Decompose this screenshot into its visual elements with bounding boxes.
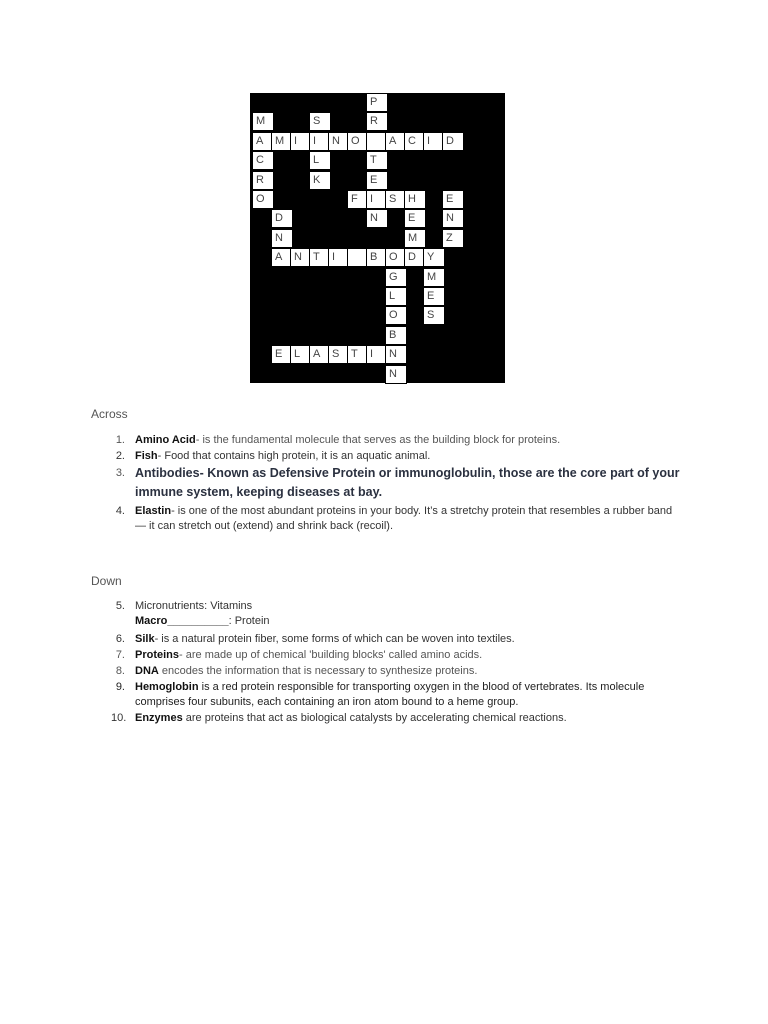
crossword-cell: M [271, 132, 293, 151]
crossword-cell: K [309, 171, 331, 190]
crossword-cell: O [347, 132, 369, 151]
crossword-cell: I [366, 190, 388, 209]
crossword-cell: I [423, 132, 445, 151]
crossword-cell: C [252, 151, 274, 170]
crossword-cell: N [328, 132, 350, 151]
crossword-cell: T [366, 151, 388, 170]
crossword-cell: I [290, 132, 312, 151]
crossword-cell: N [385, 365, 407, 384]
crossword-cell: N [385, 345, 407, 364]
crossword-cell: H [404, 190, 426, 209]
clue-number: 4. [115, 505, 125, 517]
clue-number: 10. [111, 712, 127, 724]
crossword-cell: O [385, 306, 407, 325]
clue-term: Fish [135, 450, 158, 462]
clue-text: - are made up of chemical 'building blocks' called amino acids. [179, 649, 483, 661]
crossword-cell: N [271, 229, 293, 248]
crossword-cell: A [309, 345, 331, 364]
crossword-cell: I [309, 132, 331, 151]
crossword-cell: M [252, 112, 274, 131]
clue-term: Proteins [135, 649, 180, 661]
clue-number: 7. [115, 649, 125, 661]
crossword-cell: E [404, 209, 426, 228]
crossword-cell: A [385, 132, 407, 151]
crossword-cell: G [385, 268, 407, 287]
crossword-cell: D [271, 209, 293, 228]
crossword-cell: S [385, 190, 407, 209]
crossword-cell: M [404, 229, 426, 248]
clue-number: 9. [115, 681, 125, 693]
clue-number: 8. [115, 665, 125, 677]
clue-text: - is one of the most abundant proteins in your body. It’s a stretchy protein that resembles a rubber band — it can stretch out (extend) and shrink back (recoil). [135, 505, 673, 532]
clue-term: Silk [135, 633, 155, 645]
crossword-grid [250, 93, 505, 383]
crossword-cell: A [252, 132, 274, 151]
crossword-cell: F [347, 190, 369, 209]
crossword-cell: L [290, 345, 312, 364]
crossword-cell: L [309, 151, 331, 170]
crossword-cell: A [271, 248, 293, 267]
crossword-cell: M [423, 268, 445, 287]
clue-text: - Known as Defensive Protein or immunoglobulin, those are the core part of your immune system, keeping diseases at bay. [135, 466, 680, 499]
crossword-cell: D [442, 132, 464, 151]
crossword-cell: C [404, 132, 426, 151]
crossword-cell: E [366, 171, 388, 190]
crossword-cell: E [271, 345, 293, 364]
across-heading: Across [91, 407, 128, 421]
clue-term: Amino Acid [135, 434, 196, 446]
crossword-cell: N [366, 209, 388, 228]
clue-number: 2. [115, 450, 125, 462]
clue-text: - Food that contains high protein, it is an aquatic animal. [157, 450, 431, 462]
crossword-cell: T [309, 248, 331, 267]
clue-number: 6. [115, 633, 125, 645]
clue-term: Hemoglobin [135, 681, 199, 693]
clue-text: Micronutrients: Vitamins [135, 600, 253, 612]
crossword-cell: Z [442, 229, 464, 248]
clue-term: Enzymes [135, 712, 183, 724]
crossword-cell: Y [423, 248, 445, 267]
clue-number: 5. [115, 600, 125, 612]
clue-text: : Protein [228, 615, 270, 627]
crossword-cell: E [423, 287, 445, 306]
crossword-cell: S [328, 345, 350, 364]
crossword-cell: B [385, 326, 407, 345]
crossword-cell: R [252, 171, 274, 190]
clue-text: encodes the information that is necessary to synthesize proteins. [158, 665, 478, 677]
crossword-cell: T [347, 345, 369, 364]
crossword-cell: O [252, 190, 274, 209]
crossword-cell: N [442, 209, 464, 228]
down-heading: Down [91, 574, 122, 588]
crossword-cell: L [385, 287, 407, 306]
clue-term: DNA [135, 665, 159, 677]
crossword-cell: D [404, 248, 426, 267]
clue-text: - is a natural protein fiber, some forms of which can be woven into textiles. [154, 633, 515, 645]
crossword-cell: S [309, 112, 331, 131]
clue-term: Antibodies [135, 466, 200, 480]
crossword-cell: N [290, 248, 312, 267]
clue-number: 3. [115, 467, 125, 479]
clue-text: is a red protein responsible for transporting oxygen in the blood of vertebrates. Its molecule comprises four subunits, each containing an iron atom bound to a heme group. [135, 681, 645, 708]
crossword-cell: B [366, 248, 388, 267]
crossword-cell: R [366, 112, 388, 131]
clue-term: Macro__________ [135, 615, 229, 627]
crossword-cell: E [442, 190, 464, 209]
crossword-cell: S [423, 306, 445, 325]
clue-text: - is the fundamental molecule that serves as the building block for proteins. [195, 434, 561, 446]
clue-text: are proteins that act as biological catalysts by accelerating chemical reactions. [182, 712, 567, 724]
clue-number: 1. [115, 434, 125, 446]
clue-term: Elastin [135, 505, 172, 517]
crossword-cell: I [366, 345, 388, 364]
crossword-cell: I [328, 248, 350, 267]
crossword-cell: P [366, 93, 388, 112]
crossword-cell: O [385, 248, 407, 267]
